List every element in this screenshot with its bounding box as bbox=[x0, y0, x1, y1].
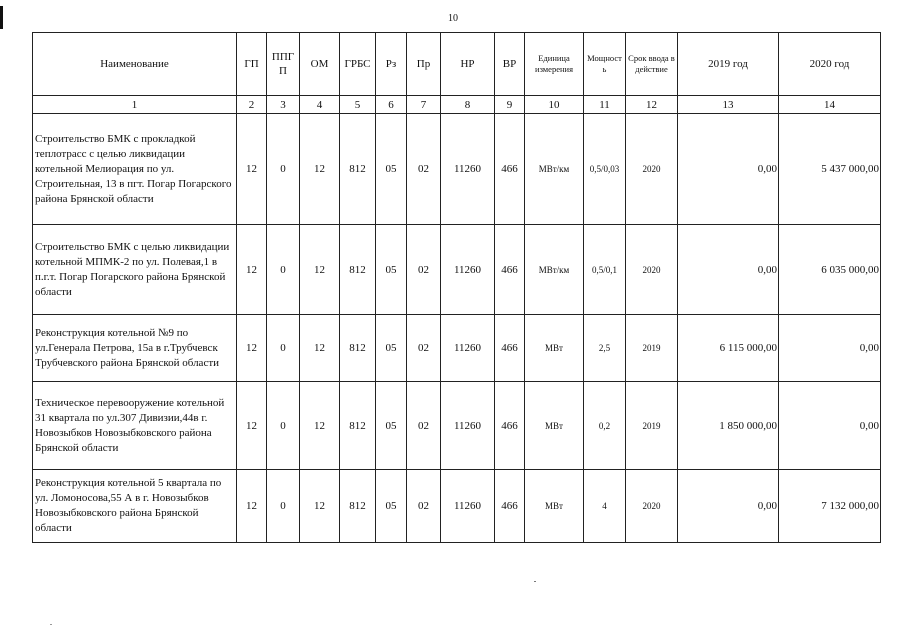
header-rz: Рз bbox=[376, 33, 407, 96]
cell-unit: МВт/км bbox=[525, 225, 584, 315]
cell-grbs: 812 bbox=[340, 315, 376, 382]
header-unit: Единица измерения bbox=[525, 33, 584, 96]
cell-grbs: 812 bbox=[340, 225, 376, 315]
cell-om: 12 bbox=[300, 225, 340, 315]
column-number: 5 bbox=[340, 96, 376, 114]
cell-year: 2020 bbox=[626, 114, 678, 225]
column-number: 2 bbox=[237, 96, 267, 114]
cell-grbs: 812 bbox=[340, 382, 376, 470]
header-nr: НР bbox=[441, 33, 495, 96]
cell-nr: 11260 bbox=[441, 114, 495, 225]
cell-power: 0,5/0,03 bbox=[584, 114, 626, 225]
header-name: Наименование bbox=[33, 33, 237, 96]
budget-table bbox=[32, 32, 881, 543]
cell-2020: 5 437 000,00 bbox=[779, 114, 881, 225]
cell-gp: 12 bbox=[237, 225, 267, 315]
page-number: 10 bbox=[448, 13, 458, 24]
header-om: ОМ bbox=[300, 33, 340, 96]
object-name: Строительство БМК с целью ликвидации котельной МПМК-2 по ул. Полевая,1 в п.г.т. Погар Погарского района Брянской области bbox=[33, 225, 237, 315]
cell-rz: 05 bbox=[376, 114, 407, 225]
cell-gp: 12 bbox=[237, 315, 267, 382]
column-number: 10 bbox=[525, 96, 584, 114]
cell-rz: 05 bbox=[376, 382, 407, 470]
table-row bbox=[33, 382, 881, 470]
cell-power: 0,5/0,1 bbox=[584, 225, 626, 315]
table-row bbox=[33, 470, 881, 543]
header-commission-year: Срок ввода в действие bbox=[626, 33, 678, 96]
cell-power: 4 bbox=[584, 470, 626, 543]
cell-2019: 0,00 bbox=[678, 225, 779, 315]
cell-year: 2019 bbox=[626, 315, 678, 382]
cell-nr: 11260 bbox=[441, 382, 495, 470]
cell-unit: МВт bbox=[525, 382, 584, 470]
cell-ppgp: 0 bbox=[267, 114, 300, 225]
column-number: 3 bbox=[267, 96, 300, 114]
cell-2019: 1 850 000,00 bbox=[678, 382, 779, 470]
cell-unit: МВт bbox=[525, 315, 584, 382]
header-vr: ВР bbox=[495, 33, 525, 96]
cell-gp: 12 bbox=[237, 470, 267, 543]
cell-year: 2020 bbox=[626, 470, 678, 543]
table-row bbox=[33, 225, 881, 315]
scan-speck bbox=[50, 624, 52, 625]
cell-om: 12 bbox=[300, 315, 340, 382]
cell-2019: 6 115 000,00 bbox=[678, 315, 779, 382]
header-row bbox=[33, 33, 881, 96]
object-name: Реконструкция котельной 5 квартала по ул. Ломоносова,55 А в г. Новозыбков Новозыбковского района Брянской области bbox=[33, 470, 237, 543]
scan-edge-mark bbox=[0, 6, 3, 29]
object-name: Техническое перевооружение котельной 31 квартала по ул.307 Дивизии,44в г. Новозыбков Новозыбковского района Брянской области bbox=[33, 382, 237, 470]
table-row bbox=[33, 114, 881, 225]
cell-om: 12 bbox=[300, 382, 340, 470]
cell-unit: МВт/км bbox=[525, 114, 584, 225]
cell-vr: 466 bbox=[495, 382, 525, 470]
cell-rz: 05 bbox=[376, 315, 407, 382]
header-pr: Пр bbox=[407, 33, 441, 96]
cell-pr: 02 bbox=[407, 470, 441, 543]
column-number: 12 bbox=[626, 96, 678, 114]
cell-grbs: 812 bbox=[340, 470, 376, 543]
column-number: 13 bbox=[678, 96, 779, 114]
cell-grbs: 812 bbox=[340, 114, 376, 225]
column-number: 4 bbox=[300, 96, 340, 114]
header-power: Мощность bbox=[584, 33, 626, 96]
cell-ppgp: 0 bbox=[267, 315, 300, 382]
column-number: 6 bbox=[376, 96, 407, 114]
cell-pr: 02 bbox=[407, 315, 441, 382]
cell-om: 12 bbox=[300, 470, 340, 543]
cell-power: 0,2 bbox=[584, 382, 626, 470]
cell-2020: 7 132 000,00 bbox=[779, 470, 881, 543]
cell-ppgp: 0 bbox=[267, 225, 300, 315]
header-2019: 2019 год bbox=[678, 33, 779, 96]
cell-2020: 0,00 bbox=[779, 315, 881, 382]
cell-vr: 466 bbox=[495, 225, 525, 315]
cell-rz: 05 bbox=[376, 470, 407, 543]
cell-nr: 11260 bbox=[441, 315, 495, 382]
object-name: Строительство БМК с прокладкой теплотрасс с целью ликвидации котельной Мелиорация по ул. Строительная, 13 в пгт. Погар Погарского района Брянской области bbox=[33, 114, 237, 225]
cell-nr: 11260 bbox=[441, 470, 495, 543]
cell-2020: 6 035 000,00 bbox=[779, 225, 881, 315]
cell-gp: 12 bbox=[237, 114, 267, 225]
cell-vr: 466 bbox=[495, 114, 525, 225]
header-ppgp: ППГП bbox=[267, 33, 300, 96]
cell-unit: МВт bbox=[525, 470, 584, 543]
cell-year: 2019 bbox=[626, 382, 678, 470]
column-number-row bbox=[33, 96, 881, 114]
cell-ppgp: 0 bbox=[267, 470, 300, 543]
column-number: 8 bbox=[441, 96, 495, 114]
column-number: 14 bbox=[779, 96, 881, 114]
cell-gp: 12 bbox=[237, 382, 267, 470]
cell-pr: 02 bbox=[407, 382, 441, 470]
scan-speck bbox=[534, 581, 536, 582]
header-2020: 2020 год bbox=[779, 33, 881, 96]
cell-vr: 466 bbox=[495, 315, 525, 382]
column-number: 7 bbox=[407, 96, 441, 114]
cell-year: 2020 bbox=[626, 225, 678, 315]
cell-nr: 11260 bbox=[441, 225, 495, 315]
cell-2020: 0,00 bbox=[779, 382, 881, 470]
column-number: 1 bbox=[33, 96, 237, 114]
header-gp: ГП bbox=[237, 33, 267, 96]
cell-pr: 02 bbox=[407, 225, 441, 315]
cell-power: 2,5 bbox=[584, 315, 626, 382]
cell-rz: 05 bbox=[376, 225, 407, 315]
cell-2019: 0,00 bbox=[678, 470, 779, 543]
cell-ppgp: 0 bbox=[267, 382, 300, 470]
cell-pr: 02 bbox=[407, 114, 441, 225]
cell-om: 12 bbox=[300, 114, 340, 225]
column-number: 9 bbox=[495, 96, 525, 114]
object-name: Реконструкция котельной №9 по ул.Генерала Петрова, 15а в г.Трубчевск Трубчевского района Брянской области bbox=[33, 315, 237, 382]
cell-vr: 466 bbox=[495, 470, 525, 543]
table-row bbox=[33, 315, 881, 382]
column-number: 11 bbox=[584, 96, 626, 114]
cell-2019: 0,00 bbox=[678, 114, 779, 225]
header-grbs: ГРБС bbox=[340, 33, 376, 96]
